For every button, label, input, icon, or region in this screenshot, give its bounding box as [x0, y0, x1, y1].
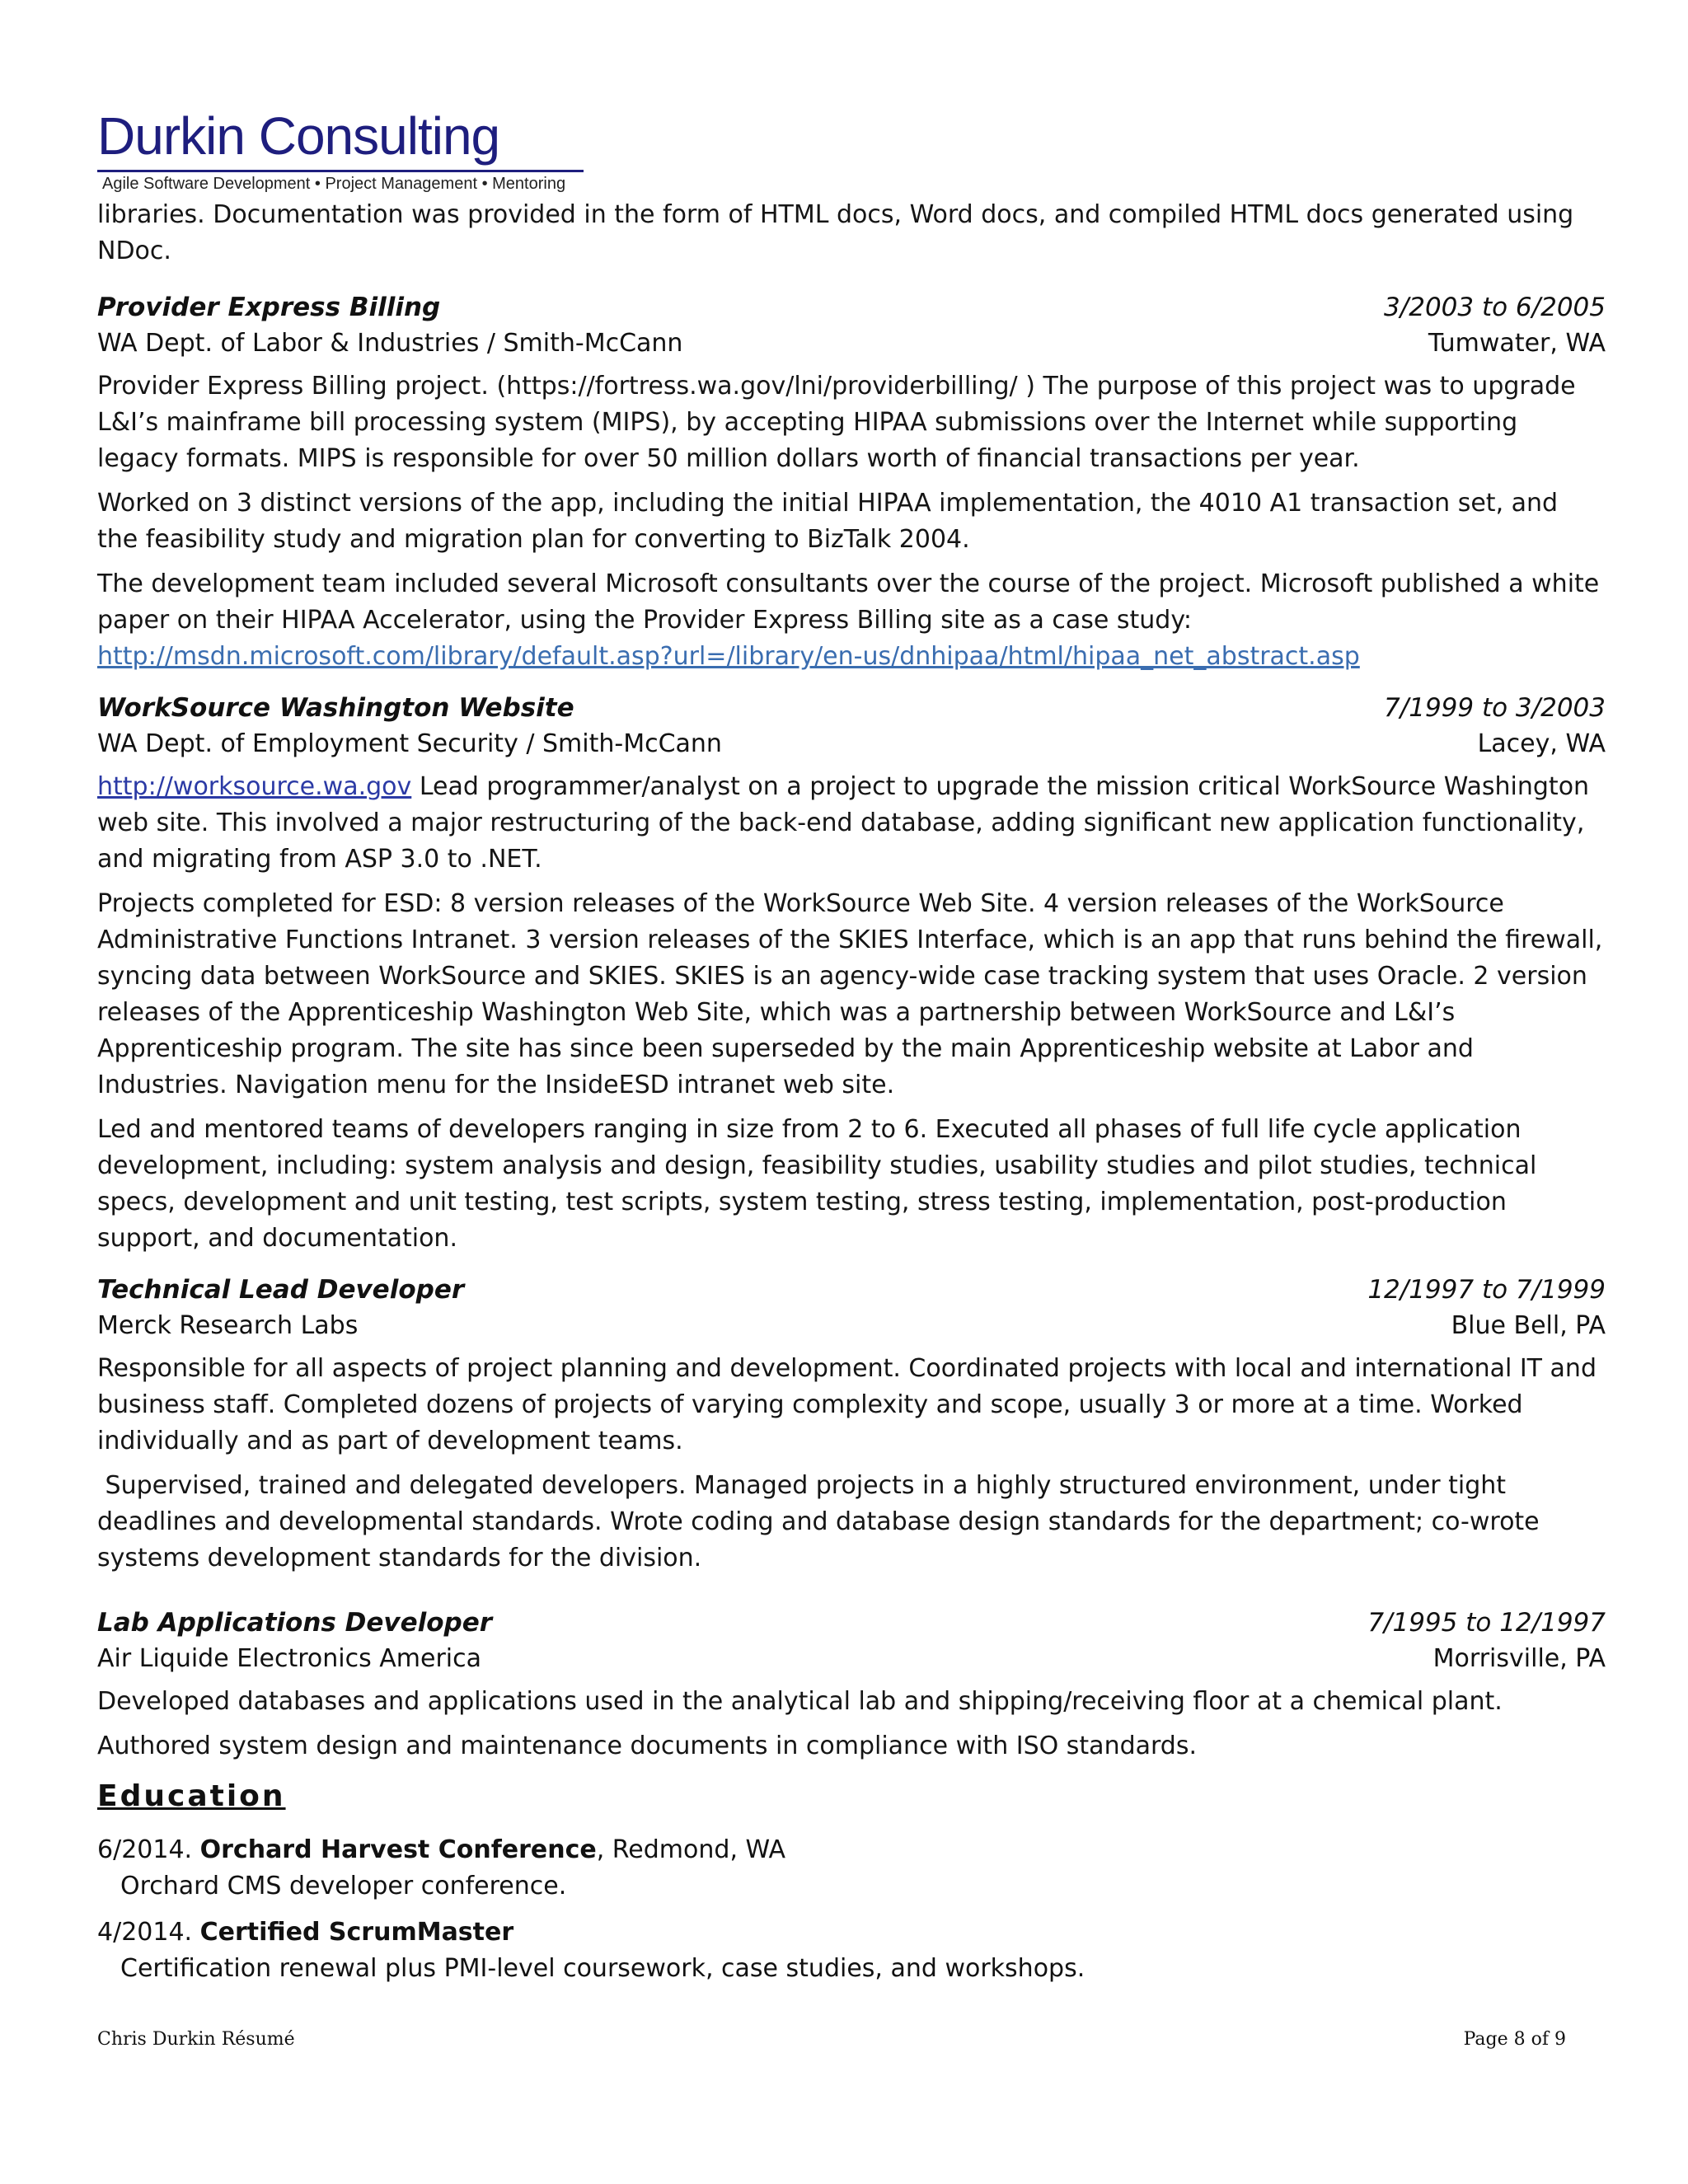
- education-name: Certified ScrumMaster: [199, 1918, 514, 1947]
- job-paragraph: Authored system design and maintenance documents in compliance with ISO standards.: [97, 1732, 1198, 1760]
- logo-name: Durkin Consulting: [97, 106, 500, 166]
- job-paragraph: Provider Express Billing project. (https://fortress.wa.gov/lni/providerbilling/ ) The purpose of this project was to upgrade L&I’s mainframe bill processing system (MIPS), by accepting HIPAA submissions over the Internet while supporting legacy formats. MIPS is responsible for over 50 million dollars worth of financial transactions per year.: [97, 372, 1576, 473]
- job-location: Lacey, WA: [1477, 729, 1606, 758]
- job-org: Air Liquide Electronics America: [97, 1644, 481, 1673]
- logo-tagline: Agile Software Development • Project Management • Mentoring: [102, 175, 566, 193]
- job-dates: 7/1995 to 12/1997: [1367, 1608, 1606, 1638]
- resume-page: [97, 107, 1606, 1997]
- job-technical-lead-developer: [97, 1272, 1606, 1577]
- education-place: , Redmond, WA: [596, 1835, 786, 1864]
- education-heading: Education: [97, 1779, 286, 1813]
- job-paragraph: The development team included several Microsoft consultants over the course of the project. Microsoft published a white paper on their HIPAA Accelerator, using the Provider Express Billing site as a case study:: [97, 569, 1600, 635]
- education-item: [97, 1832, 1606, 1905]
- job-lab-applications-developer: [97, 1605, 1606, 1765]
- education-date: 6/2014.: [97, 1835, 200, 1864]
- job-paragraph: Supervised, trained and delegated developers. Managed projects in a highly structured environment, under tight deadlines and developmental standards. Wrote coding and database design standards for the department; co-wrote systems development standards for the division.: [97, 1471, 1548, 1572]
- footer-title: Chris Durkin Résumé: [97, 2029, 295, 2050]
- company-logo: [97, 107, 584, 194]
- job-title: WorkSource Washington Website: [97, 693, 574, 723]
- job-paragraph: Projects completed for ESD: 8 version releases of the WorkSource Web Site. 4 version releases of the WorkSource Administrative Functions Intranet. 3 version releases of the SKIES Interface, which is an app that runs behind the firewall, syncing data between WorkSource and SKIES. SKIES is an agency-wide case tracking system that uses Oracle. 2 version releases of the Apprenticeship Washington Web Site, which was a partnership between WorkSource and L&I’s Apprenticeship program. The site has since been superseded by the main Apprenticeship website at Labor and Industries. Navigation menu for the InsideESD intranet web site.: [97, 889, 1603, 1099]
- page-footer: [97, 2029, 1566, 2050]
- job-location: Tumwater, WA: [1428, 329, 1606, 358]
- job-dates: 12/1997 to 7/1999: [1367, 1275, 1606, 1305]
- education-date: 4/2014.: [97, 1918, 200, 1947]
- job-org: Merck Research Labs: [97, 1311, 359, 1340]
- job-org: WA Dept. of Employment Security / Smith-McCann: [97, 729, 722, 758]
- job-paragraph: Led and mentored teams of developers ranging in size from 2 to 6. Executed all phases of full life cycle application development, including: system analysis and design, feasibility studies, usability studies and pilot studies, technical specs, development and unit testing, test scripts, system testing, stress testing, implementation, post-production support, and documentation.: [97, 1115, 1537, 1253]
- job-title: Technical Lead Developer: [97, 1275, 465, 1305]
- intro-paragraph: libraries. Documentation was provided in the form of HTML docs, Word docs, and compiled HTML docs generated using NDoc.: [97, 200, 1574, 265]
- job-org: WA Dept. of Labor & Industries / Smith-McCann: [97, 329, 683, 358]
- job-paragraph: Worked on 3 distinct versions of the app, including the initial HIPAA implementation, the 4010 A1 transaction set, and the feasibility study and migration plan for converting to BizTalk 2004.: [97, 489, 1559, 554]
- worksource-link[interactable]: http://worksource.wa.gov: [97, 772, 412, 801]
- job-dates: 3/2003 to 6/2005: [1384, 293, 1606, 322]
- education-desc: Certification renewal plus PMI-level coursework, case studies, and workshops.: [120, 1954, 1085, 1983]
- job-provider-express-billing: [97, 289, 1606, 675]
- job-location: Blue Bell, PA: [1451, 1311, 1606, 1340]
- job-paragraph: Lead programmer/analyst on a project to upgrade the mission critical WorkSource Washington web site. This involved a major restructuring of the back-end database, adding significant new application functionality, and migrating from ASP 3.0 to .NET.: [97, 772, 1590, 874]
- page-number: Page 8 of 9: [1463, 2029, 1566, 2050]
- job-location: Morrisville, PA: [1432, 1644, 1606, 1673]
- msdn-whitepaper-link[interactable]: http://msdn.microsoft.com/library/default.asp?url=/library/en-us/dnhipaa/html/hipaa_net_abstract.asp: [97, 642, 1360, 671]
- logo-rule: [97, 170, 584, 172]
- education-name: Orchard Harvest Conference: [199, 1835, 597, 1864]
- job-worksource-washington: [97, 690, 1606, 1257]
- job-paragraph: Responsible for all aspects of project planning and development. Coordinated projects with local and international IT and business staff. Completed dozens of projects of varying complexity and scope, usually 3 or more at a time. Worked individually and as part of development teams.: [97, 1354, 1597, 1455]
- job-title: Lab Applications Developer: [97, 1608, 493, 1638]
- job-dates: 7/1999 to 3/2003: [1384, 693, 1606, 723]
- education-item: [97, 1915, 1606, 1987]
- education-desc: Orchard CMS developer conference.: [120, 1872, 567, 1900]
- job-paragraph: Developed databases and applications used in the analytical lab and shipping/receiving floor at a chemical plant.: [97, 1687, 1503, 1716]
- job-title: Provider Express Billing: [97, 293, 441, 322]
